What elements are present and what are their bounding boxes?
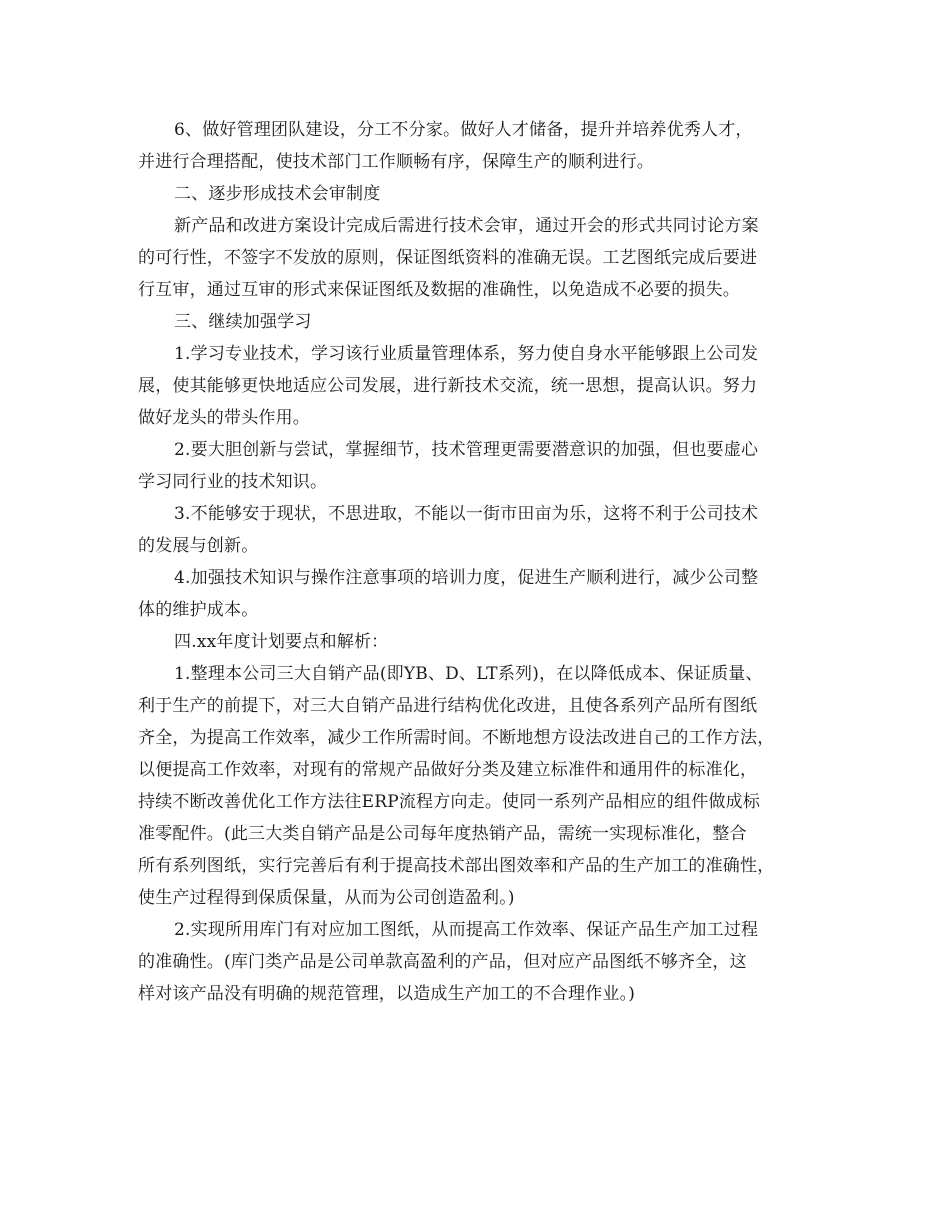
text-line: 做好龙头的带头作用。	[138, 408, 310, 428]
text-line: 使生产过程得到保质保量，从而为公司创造盈利。)	[138, 888, 515, 908]
text-line: 准零配件。(此三大类自销产品是公司每年度热销产品，需统一实现标准化，整合	[138, 824, 747, 844]
paragraph-tech-review	[138, 210, 822, 306]
text-line: 1.整理本公司三大自销产品(即YB、D、LT系列)，在以降低成本、保证质量、	[174, 664, 763, 684]
section-heading-learning	[138, 306, 822, 338]
text-line: 体的维护成本。	[138, 600, 259, 620]
text-line: 1.学习专业技术，学习该行业质量管理体系，努力使自身水平能够跟上公司发	[174, 344, 759, 364]
text-line: 行互审，通过互审的形式来保证图纸及数据的准确性，以免造成不必要的损失。	[138, 280, 740, 300]
text-line: 齐全，为提高工作效率，减少工作所需时间。不断地想方设法改进自己的工作方法，	[138, 728, 775, 748]
section-heading-tech-review	[138, 178, 822, 210]
document-body	[138, 114, 822, 1010]
paragraph-learning-4	[138, 562, 822, 626]
paragraph-learning-1	[138, 338, 822, 434]
text-line: 的可行性，不签字不发放的原则，保证图纸资料的准确无误。工艺图纸完成后要进	[138, 248, 758, 268]
paragraph-learning-2	[138, 434, 822, 498]
text-line: 持续不断改善优化工作方法往ERP流程方向走。使同一系列产品相应的组件做成标	[138, 792, 761, 812]
text-line: 利于生产的前提下，对三大自销产品进行结构优化改进，且使各系列产品所有图纸	[138, 696, 758, 716]
paragraph-learning-3	[138, 498, 822, 562]
text-line: 6、做好管理团队建设，分工不分家。做好人才储备，提升并培养优秀人才，	[174, 120, 753, 140]
text-line: 并进行合理搭配，使技术部门工作顺畅有序，保障生产的顺利进行。	[138, 152, 654, 172]
text-line: 所有系列图纸，实行完善后有利于提高技术部出图效率和产品的生产加工的准确性，	[138, 856, 775, 876]
text-line: 3.不能够安于现状，不思进取，不能以一街市田亩为乐，这将不利于公司技术	[174, 504, 759, 524]
text-line: 2.要大胆创新与尝试，掌握细节，技术管理更需要潜意识的加强，但也要虚心	[174, 440, 759, 460]
text-line: 展，使其能够更快地适应公司发展，进行新技术交流，统一思想，提高认识。努力	[138, 376, 758, 396]
text-line: 学习同行业的技术知识。	[138, 472, 328, 492]
heading-text: 二、逐步形成技术会审制度	[174, 184, 381, 204]
heading-text: 四.xx年度计划要点和解析：	[174, 632, 389, 652]
text-line: 新产品和改进方案设计完成后需进行技术会审，通过开会的形式共同讨论方案	[174, 216, 759, 236]
text-line: 的准确性。(库门类产品是公司单款高盈利的产品，但对应产品图纸不够齐全，这	[138, 952, 747, 972]
text-line: 2.实现所用库门有对应加工图纸，从而提高工作效率、保证产品生产加工过程	[174, 920, 759, 940]
paragraph-plan-2	[138, 914, 822, 1010]
text-line: 以便提高工作效率，对现有的常规产品做好分类及建立标准件和通用件的标准化，	[138, 760, 758, 780]
paragraph-team-building	[138, 114, 822, 178]
text-line: 样对该产品没有明确的规范管理，以造成生产加工的不合理作业。)	[138, 984, 636, 1004]
text-line: 4.加强技术知识与操作注意事项的培训力度，促进生产顺利进行，减少公司整	[174, 568, 759, 588]
paragraph-plan-1	[138, 658, 822, 914]
text-line: 的发展与创新。	[138, 536, 259, 556]
section-heading-annual-plan	[138, 626, 822, 658]
heading-text: 三、继续加强学习	[174, 312, 312, 332]
